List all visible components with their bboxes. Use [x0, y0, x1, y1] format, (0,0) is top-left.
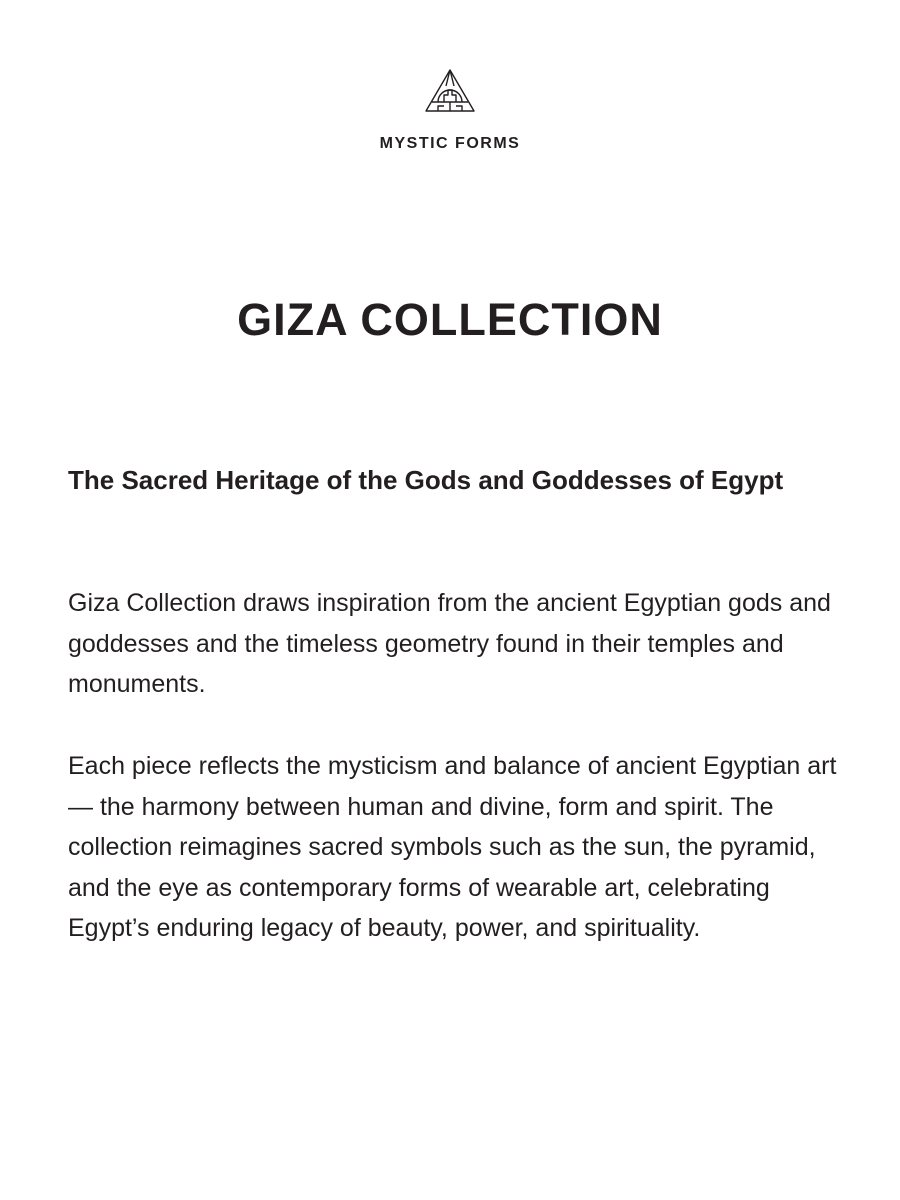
brand-name: MYSTIC FORMS: [379, 135, 521, 152]
page-title: GIZA COLLECTION: [237, 294, 663, 345]
page-subtitle: The Sacred Heritage of the Gods and Goddesses of Egypt: [68, 465, 784, 495]
intro-paragraph: Giza Collection draws inspiration from the ancient Egyptian gods and goddesses and the timeless geometry found in their temples and monuments.: [68, 589, 831, 698]
pyramid-sun-icon: [424, 68, 476, 114]
description-paragraph: Each piece reflects the mysticism and balance of ancient Egyptian art — the harmony between human and divine, form and spirit. The collection reimagines sacred symbols such as the sun, the pyramid, and the eye as contemporary forms of wearable art, celebrating Egypt’s enduring legacy of beauty, power, and spirituality.: [68, 752, 837, 942]
brand-logo: [0, 68, 900, 114]
